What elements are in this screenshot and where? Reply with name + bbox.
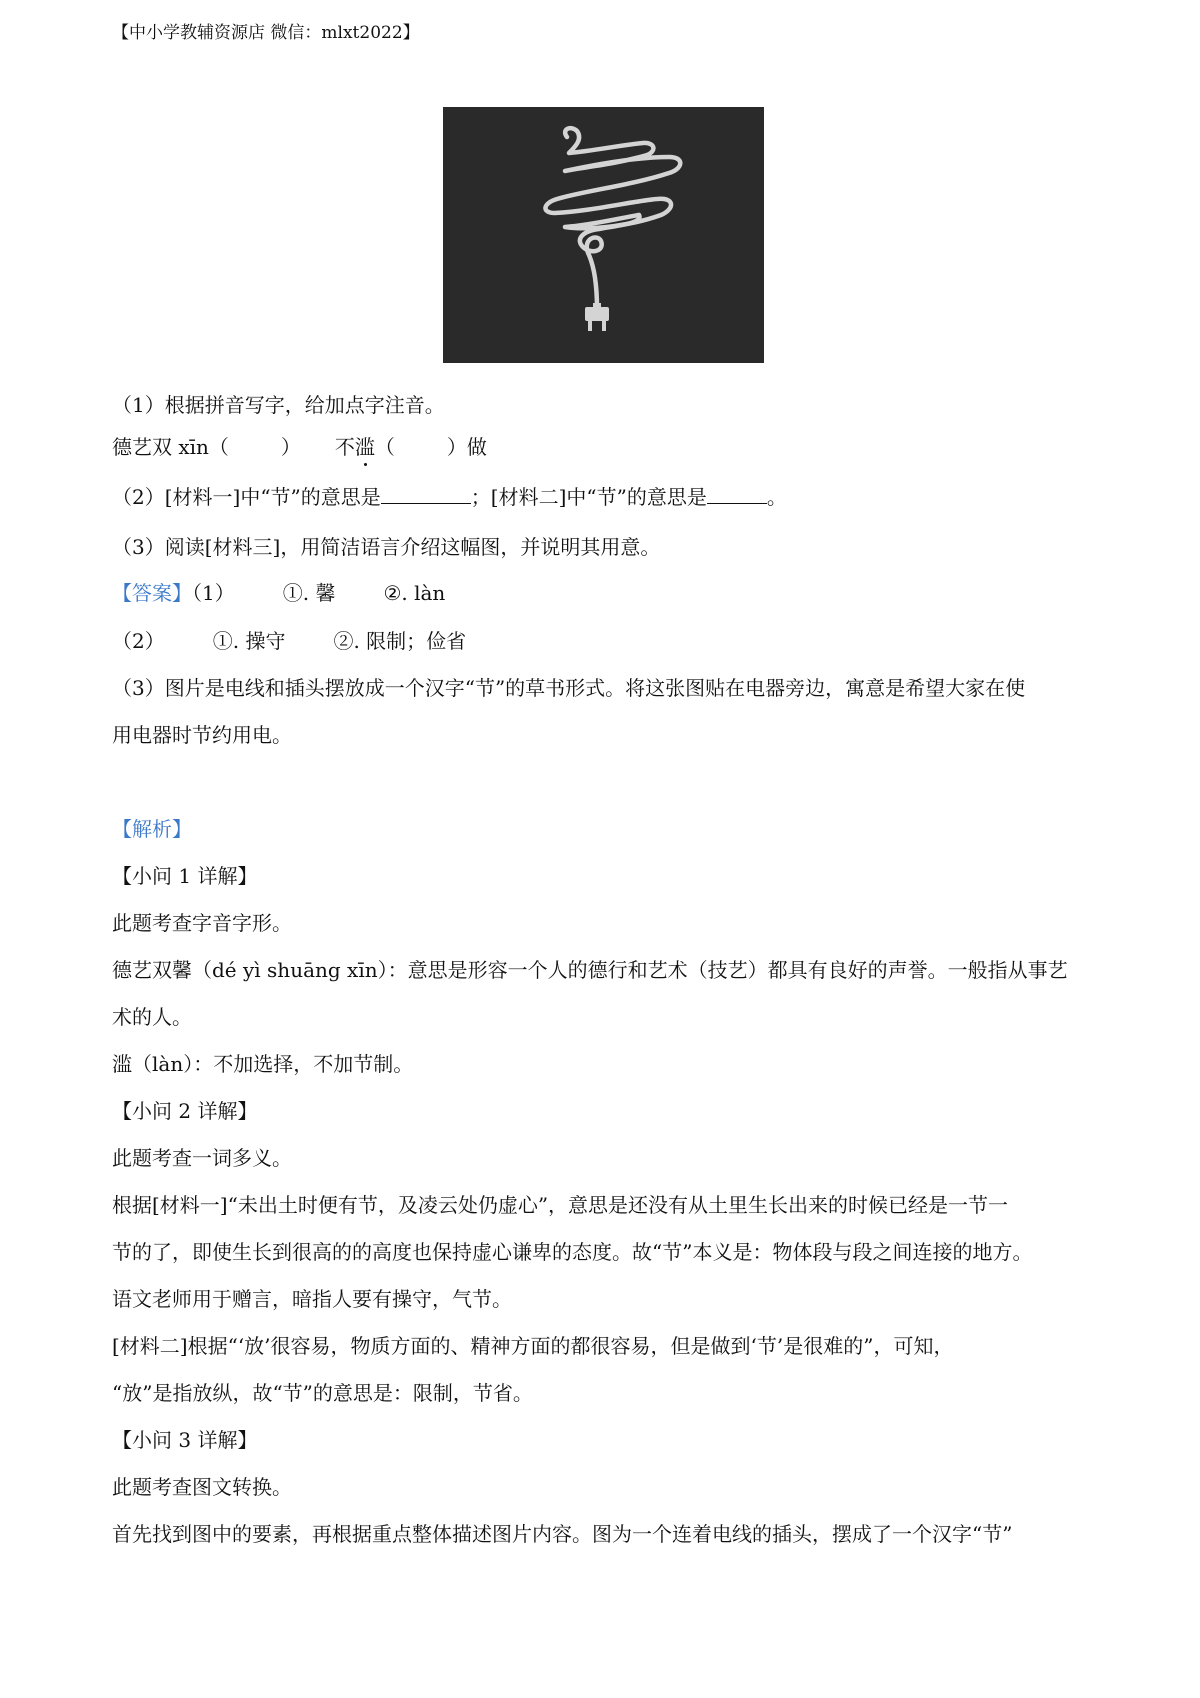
question-3: （3）阅读[材料三]，用简洁语言介绍这幅图，并说明其用意。	[112, 535, 661, 559]
analysis-tag: 【解析】	[112, 817, 192, 841]
analysis-line: “放”是指放纵，故“节”的意思是：限制，节省。	[112, 1381, 533, 1405]
answer-1-item-2: ②. làn	[383, 581, 446, 605]
q2-part-c: 。	[766, 485, 787, 509]
q2-part-b: ；[材料二]中“节”的意思是	[470, 485, 707, 509]
analysis-line: 【小问 2 详解】	[112, 1099, 258, 1123]
q1-dotted-char: 滥	[354, 435, 375, 459]
question-2	[112, 481, 787, 510]
analysis-line: 滥（làn）：不加选择，不加节制。	[112, 1052, 414, 1076]
analysis-line: 【小问 1 详解】	[112, 864, 258, 888]
analysis-line: 【小问 3 详解】	[112, 1428, 258, 1452]
page-header: 【中小学教辅资源店 微信：mlxt2022】	[112, 23, 420, 43]
answer-2-item-1: ①. 操守	[212, 629, 286, 653]
analysis-line: 此题考查图文转换。	[112, 1475, 292, 1499]
analysis-line: 语文老师用于赠言，暗指人要有操守，气节。	[112, 1287, 512, 1311]
question-1-items	[112, 431, 487, 460]
analysis-line: 术的人。	[112, 1005, 192, 1029]
answer-tag: 【答案】	[112, 581, 192, 605]
analysis-line: 德艺双馨（dé yì shuāng xīn）：意思是形容一个人的德行和艺术（技艺）都具有良好的声誉。一般指从事艺	[112, 958, 1068, 982]
answer-line-3b: 用电器时节约用电。	[112, 723, 292, 747]
q2-blank-2	[707, 485, 767, 504]
q1-part-d: （	[374, 435, 395, 459]
q1-part-c: 不	[334, 435, 355, 459]
answer-line-2	[112, 625, 466, 654]
answer-line-3a: （3）图片是电线和插头摆放成一个汉字“节”的草书形式。将这张图贴在电器旁边，寓意是希望大家在使	[112, 676, 1026, 700]
q2-part-a: （2）[材料一]中“节”的意思是	[112, 485, 381, 509]
analysis-line: 此题考查一词多义。	[112, 1146, 292, 1170]
cord-plug-jie-character-icon	[443, 107, 764, 363]
q2-blank-1	[381, 485, 471, 504]
answer-1-num: （1）	[192, 581, 235, 605]
analysis-line: [材料二]根据“‘放’很容易，物质方面的、精神方面的都很容易，但是做到‘节’是很难的”，可知，	[112, 1334, 954, 1358]
answer-line-1	[112, 577, 445, 606]
analysis-line: 根据[材料一]“未出土时便有节，及凌云处仍虚心”，意思是还没有从土里生长出来的时候已经是一节一	[112, 1193, 1009, 1217]
figure-cord-plug-image	[443, 107, 764, 363]
analysis-line: 节的了，即使生长到很高的的高度也保持虚心谦卑的态度。故“节”本义是：物体段与段之间连接的地方。	[112, 1240, 1033, 1264]
q1-part-a: 德艺双 xīn（	[112, 435, 229, 459]
analysis-line: 此题考查字音字形。	[112, 911, 292, 935]
q1-part-b: ）	[280, 435, 301, 459]
q1-part-e: ）做	[446, 435, 487, 459]
answer-1-item-1: ①. 馨	[282, 581, 336, 605]
analysis-line: 首先找到图中的要素，再根据重点整体描述图片内容。图为一个连着电线的插头，摆成了一个汉字“节”	[112, 1522, 1013, 1546]
question-1-prompt: （1）根据拼音写字，给加点字注音。	[112, 393, 445, 417]
answer-2-item-2: ②. 限制；俭省	[333, 629, 467, 653]
answer-2-num: （2）	[112, 629, 165, 653]
